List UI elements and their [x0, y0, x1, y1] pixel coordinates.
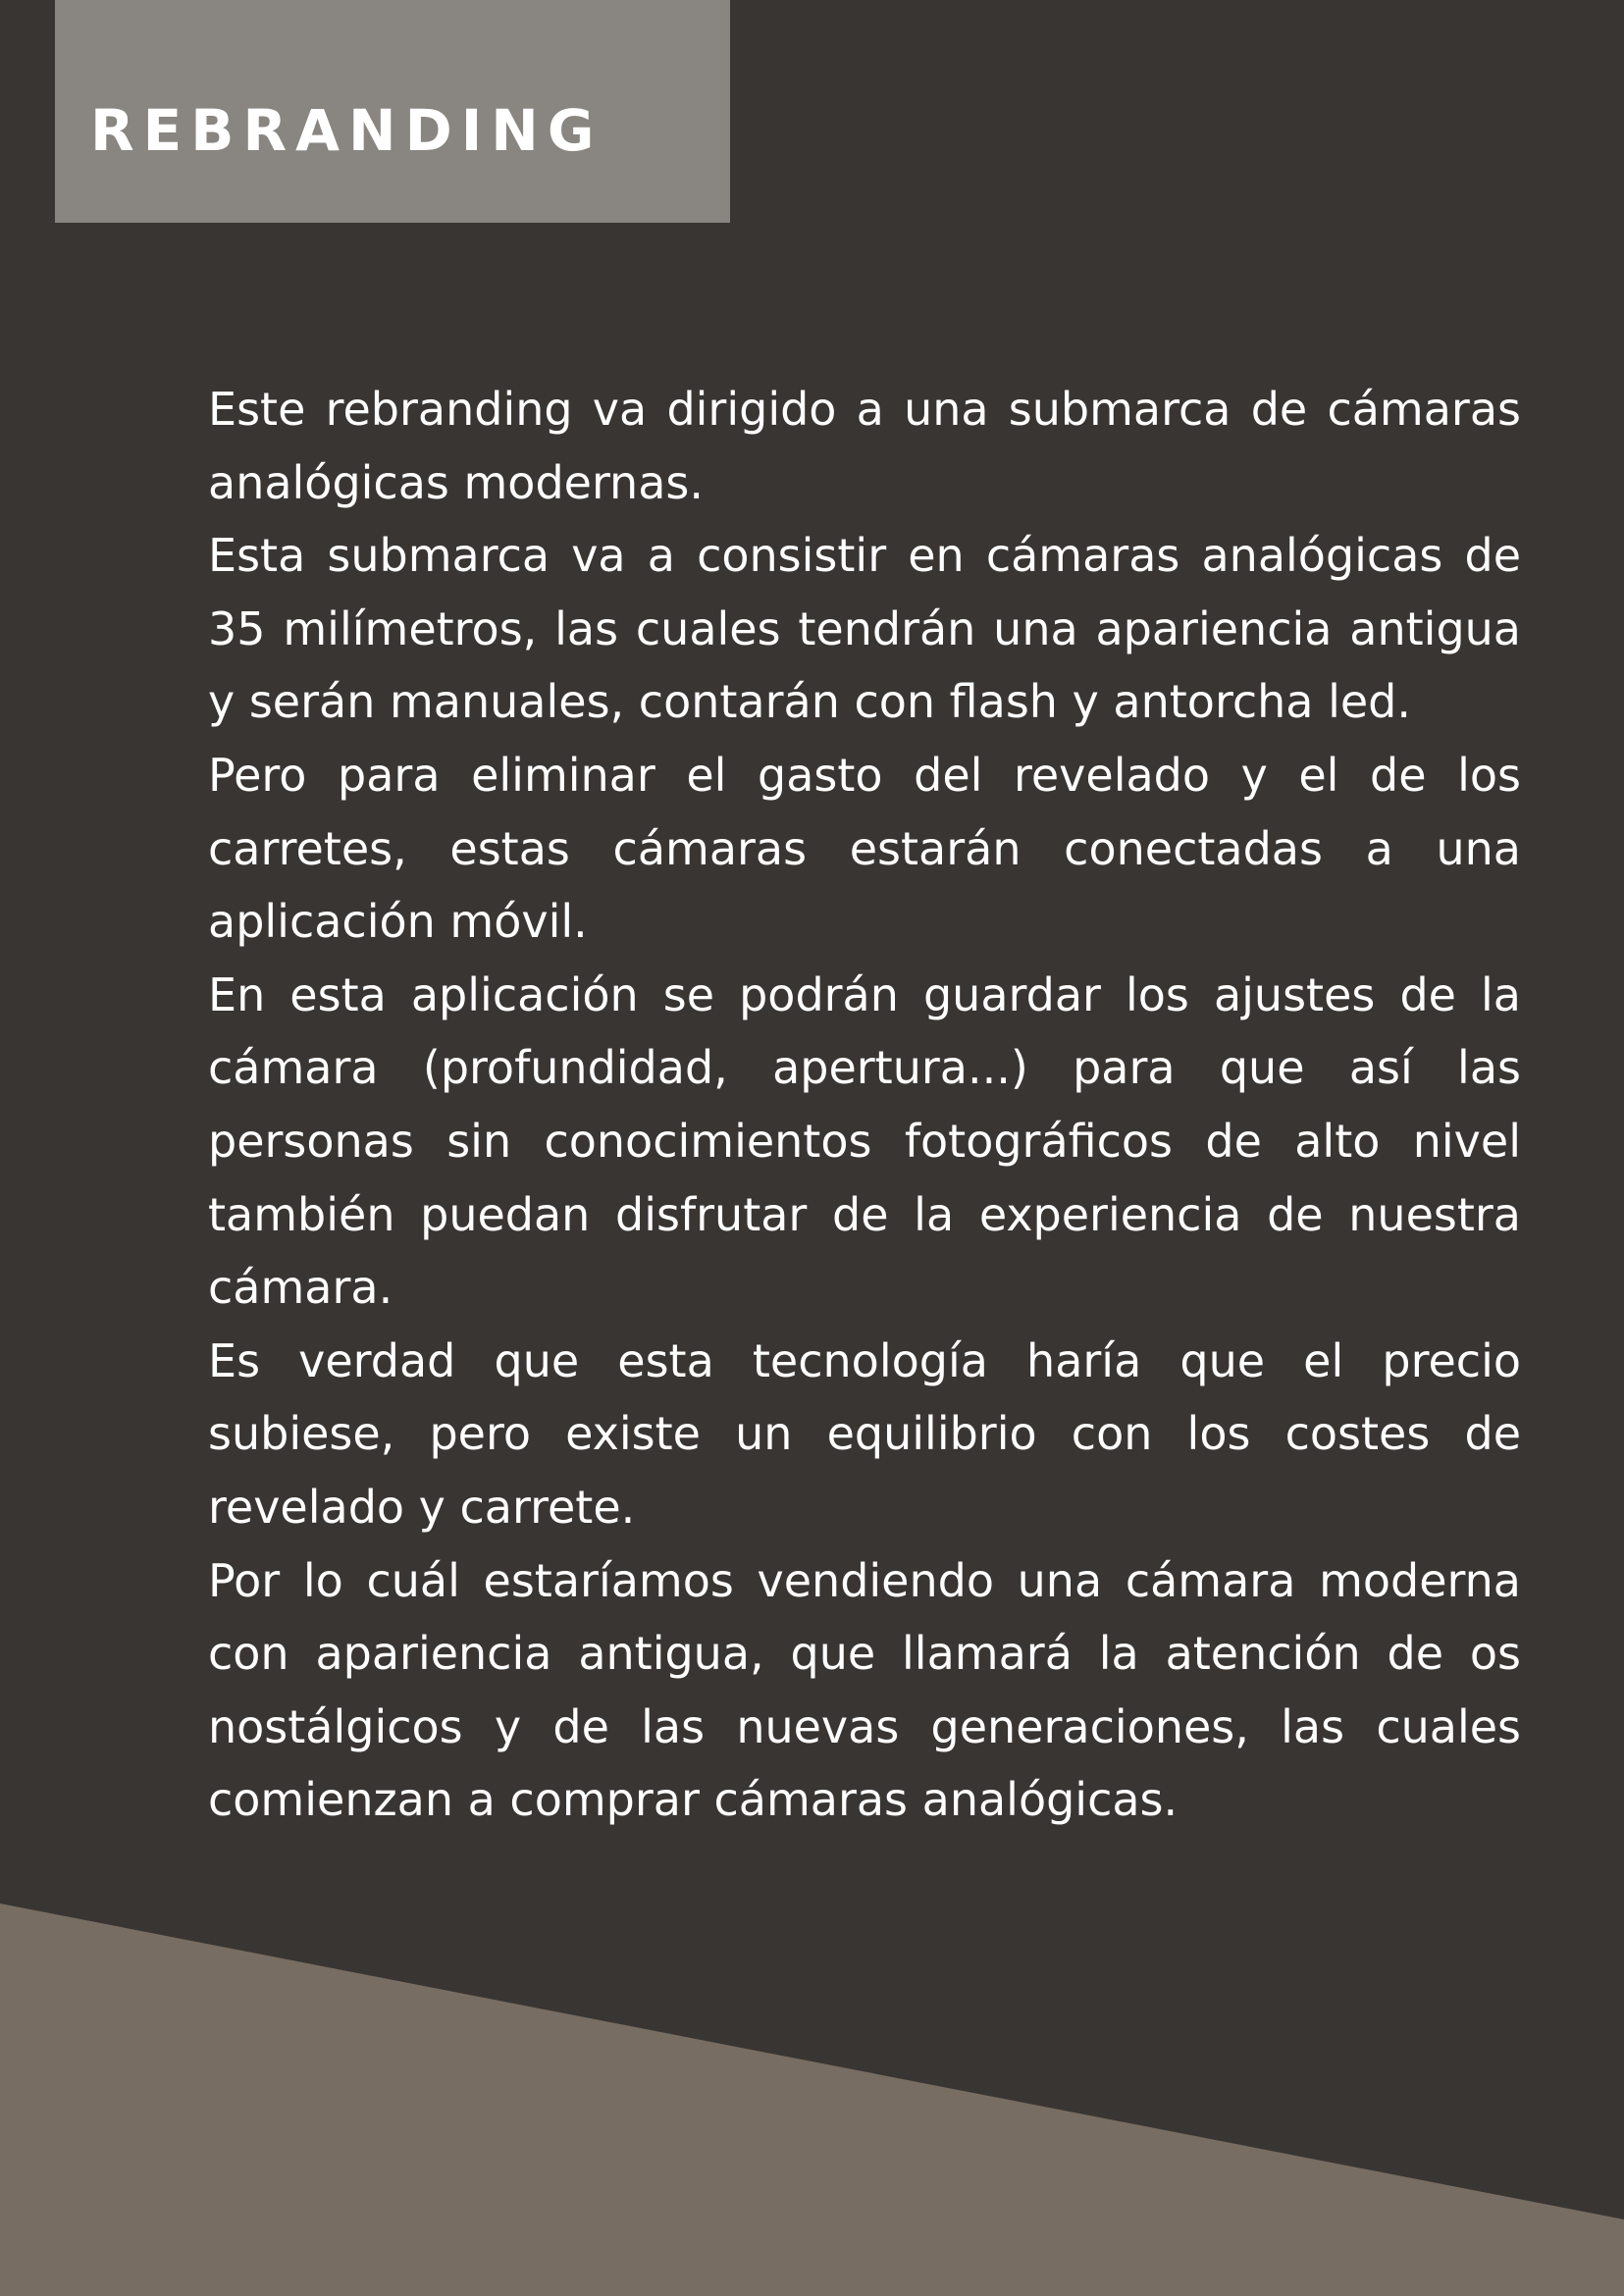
- paragraph-3: Pero para eliminar el gasto del revelado y el de los carretes, estas cámaras estarán conectadas a una aplicación móvil.: [208, 748, 1521, 949]
- body-text: [208, 373, 1521, 1837]
- paragraph-5: Es verdad que esta tecnología haría que el precio subiese, pero existe un equilibrio con los costes de revelado y carrete.: [208, 1333, 1521, 1534]
- paragraph-4: En esta aplicación se podrán guardar los ajustes de la cámara (profundidad, apertura...) para que así las personas sin conocimientos fotográficos de alto nivel también puedan disfrutar de la experiencia de nuestra cámara.: [208, 967, 1521, 1315]
- paragraph-1: Este rebranding va dirigido a una submarca de cámaras analógicas modernas.: [208, 383, 1521, 509]
- page-title: REBRANDING: [90, 97, 603, 164]
- paragraph-6: Por lo cuál estaríamos vendiendo una cámara moderna con apariencia antigua, que llamará la atención de os nostálgicos y de las nuevas generaciones, las cuales comienzan a comprar cámaras analógicas.: [208, 1553, 1521, 1827]
- footer-polygon: [0, 1904, 1624, 2296]
- paragraph-2: Esta submarca va a consistir en cámaras analógicas de 35 milímetros, las cuales tendrán una apariencia antigua y serán manuales, contarán con flash y antorcha led.: [208, 529, 1521, 729]
